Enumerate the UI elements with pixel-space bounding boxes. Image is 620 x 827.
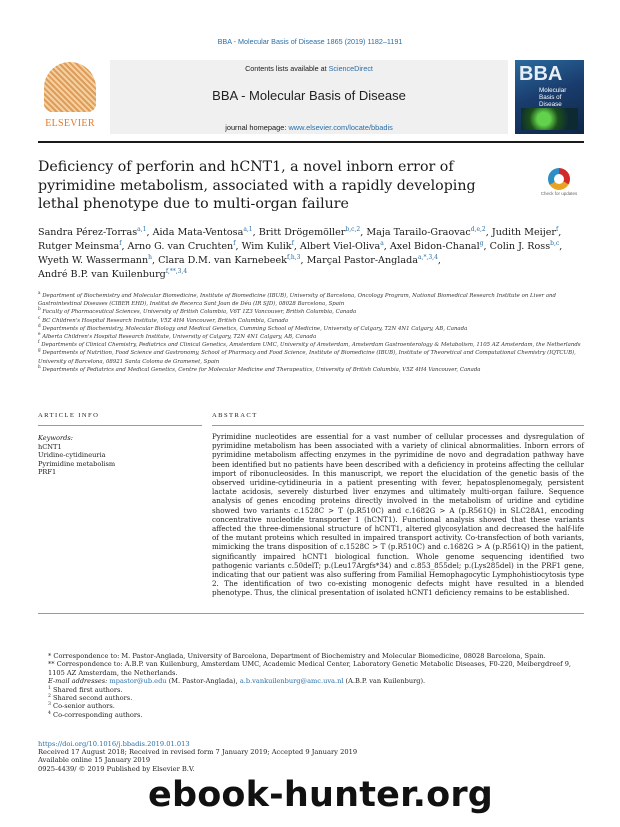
author-name[interactable] <box>38 227 146 238</box>
author-name-text: Maja Tarailo-Graovac <box>366 227 471 238</box>
author-name-text: Sandra Pérez-Torras <box>38 227 138 238</box>
author-affiliation-marker[interactable]: f <box>233 239 236 247</box>
article-title: Deficiency of perforin and hCNT1, a novel inborn error of pyrimidine metabolism, associated with a rapidly developing lethal phenotype due to multi-organ failure <box>38 159 476 212</box>
affiliation-text: Faculty of Pharmaceutical Sciences, University of British Columbia, V6T 1Z3 Vancouver, British Columbia, Canada <box>42 309 357 316</box>
affiliation-marker: a <box>38 290 41 296</box>
author-name-text: Wim Kulik <box>241 241 292 252</box>
available-online: Available online 15 January 2019 <box>38 756 151 765</box>
crossmark-icon <box>548 168 570 190</box>
keywords-label: Keywords: <box>38 434 73 442</box>
author-name-text: Axel Bidon-Chanal <box>389 241 480 252</box>
affiliation-marker: c <box>38 314 41 320</box>
received-dates: Received 17 August 2018; Received in revised form 7 January 2019; Accepted 9 January 2019 <box>38 748 358 757</box>
affiliation-item <box>38 308 584 316</box>
crossmark-button[interactable] <box>538 168 580 204</box>
affiliation-text: BC Children's Hospital Research Institute, V5Z 4H4 Vancouver, British Columbia, Canada <box>42 317 289 324</box>
affiliation-text: Alberta Children's Hospital Research Institute, University of Calgary, T2N 4N1 Calgary, AB, Canada <box>42 334 317 341</box>
elsevier-tree-icon <box>44 62 96 112</box>
correspondence-note-2: ** Correspondence to: A.B.P. van Kuilenburg, Amsterdam UMC, Academic Medical Center, Laboratory Genetic Metabolic Diseases, F0-220, Meibergdreef 9, 1105 AZ Amsterdam, the Netherlands. <box>48 660 571 677</box>
affiliation-text: Department of Biochemistry and Molecular Biomedicine, Institute of Biomedicine (IBUB), University of Barcelona, Oncology Program, National Biomedical Research Institute on Liver and Gastrointestinal Diseases (CIBER EHD), Institut de Recerca Sant Joan de Déu (IR SJD), 08028 Barcelona, Spain <box>38 293 556 308</box>
cover-subtitle: Molecular Basis of Disease <box>539 87 567 109</box>
author-list: Sandra Pérez-Torras$^{a,1}$, Aida Mata-Ventosa$^{a,1}$, Britt Drögemöller$^{b,c,2}$, Maja Tarailo-Graovac$^{d,e,2}$, Judith Meijer$^f$, Rutger Meinsma$^f$, Arno G. van Cruchten$^f$, Wim Kulik$^f$, Albert Viel-Oliva$^a$, Axel Bidon-Chanal$^g$, Colin J. Ross$^{b,c}$, Wyeth W. Wassermann$^h$, Clara D.M. van Karnebeek$^{f,h,3}$, Marçal Pastor-Anglada$^{a,*,3,4}$, André B.P. van Kuilenburg$^{f,**,3,4}$ <box>38 225 563 280</box>
homepage-prefix: journal homepage: <box>225 123 289 132</box>
author-name[interactable] <box>153 227 253 238</box>
author-name[interactable] <box>38 269 187 280</box>
author-name-text: André B.P. van Kuilenburg <box>38 269 166 280</box>
affiliation-text: Departments of Biochemistry, Molecular Biology and Medical Genetics, Cumming School of Medicine, University of Calgary, T2N 4N1 Calgary, AB, Canada <box>42 325 468 332</box>
author-note-marker: 3 <box>48 702 51 708</box>
crossmark-label: Check for updates <box>540 191 578 196</box>
author-affiliation-marker[interactable]: f <box>119 239 122 247</box>
author-name-text: Judith Meijer <box>491 227 556 238</box>
author-affiliation-marker[interactable]: a <box>380 239 384 247</box>
affiliation-item <box>38 366 584 374</box>
affiliation-text: Departments of Clinical Chemistry, Pediatrics and Clinical Genetics, Amsterdam UMC, University of Amsterdam, Amsterdam Gastroenterology & Metabolism, 1105 AZ Amsterdam, the Netherlands <box>41 342 581 349</box>
author-affiliation-marker[interactable]: a,*,3,4 <box>417 253 438 261</box>
abstract-rule <box>212 425 584 426</box>
email-label: E-mail addresses: <box>48 677 110 686</box>
affiliation-item <box>38 333 584 341</box>
author-note <box>38 702 584 710</box>
author-name[interactable] <box>307 255 438 266</box>
affiliation-marker: e <box>38 331 41 337</box>
author-affiliation-marker[interactable]: g <box>479 239 484 247</box>
author-note <box>38 711 584 719</box>
author-name[interactable] <box>242 241 294 252</box>
author-name[interactable] <box>158 255 300 266</box>
email-link-pastor[interactable]: mpastor@ub.edu <box>109 677 167 686</box>
footnote-divider <box>38 613 584 614</box>
email-owner-kuilenburg: (A.B.P. van Kuilenburg). <box>343 677 426 686</box>
affiliation-item <box>38 341 584 349</box>
cover-bba-text: BBA <box>519 63 563 85</box>
author-note-text: Co-corresponding authors. <box>50 710 143 719</box>
affiliation-marker: f <box>38 339 40 345</box>
author-name-text: Marçal Pastor-Anglada <box>306 255 418 266</box>
cover-image <box>521 108 578 130</box>
author-name-text: Wyeth W. Wassermann <box>38 255 149 266</box>
journal-homepage <box>110 123 508 132</box>
author-note-marker: 4 <box>48 710 51 716</box>
keyword-item: PRF1 <box>38 468 57 476</box>
author-name-text: Arno G. van Cruchten <box>127 241 234 252</box>
doi-link[interactable]: https://doi.org/10.1016/j.bbadis.2019.01.013 <box>38 740 190 748</box>
author-affiliation-marker[interactable]: h <box>148 253 153 261</box>
elsevier-wordmark: ELSEVIER <box>45 118 95 129</box>
affiliation-item <box>38 314 584 325</box>
affiliation-item <box>38 349 584 365</box>
author-affiliation-marker[interactable]: f <box>291 239 294 247</box>
author-affiliation-marker[interactable]: a,1 <box>243 225 253 233</box>
affiliation-text: Departments of Pediatrics and Medical Genetics, Centre for Molecular Medicine and Therapeutics, University of British Columbia, V5Z 4H4 Vancouver, Canada <box>42 366 481 373</box>
author-affiliation-marker[interactable]: d,e,2 <box>470 225 486 233</box>
author-name-text: Rutger Meinsma <box>38 241 120 252</box>
author-affiliation-marker[interactable]: b,c,2 <box>345 225 361 233</box>
author-name[interactable] <box>390 241 484 252</box>
author-name-text: Colin J. Ross <box>489 241 551 252</box>
elsevier-logo <box>38 60 102 134</box>
journal-cover[interactable] <box>515 60 584 134</box>
abstract-text: Pyrimidine nucleotides are essential for a vast number of cellular processes and dysregulation of pyrimidine metabolism has been associated with a variety of clinical abnormalities. Inborn errors of pyrimidine metabolism affecting enzymes in the pyrimidine de novo and degradation pathway have been identified but no patients have been described with a deficiency in proteins affecting the cellular import of ribonucleosides. In this manuscript, we report the elucidation of the genetic basis of the observed uridine-cytidineuria in a patient presenting with fever, hepatosplenomegaly, persistent lactate acidosis, severely disturbed liver enzymes and ultimately multi-organ failure. Sequence analysis of genes encoding proteins directly involved in the metabolism of uridine and cytidine showed two variants c.1528C > T (p.R510C) and c.1682G > A (p.R561Q) in SLC28A1, encoding concentrative nucleotide transporter 1 (hCNT1). Functional analysis showed that these variants affected the three-dimensional structure of hCNT1, altered glycosylation and decreased the half-life of the mutant proteins which resulted in impaired transport activity. Co-transfection of both variants, mimicking the trans disposition of c.1528C > T (p.R510C) and c.1682G > A (p.R561Q) in the patient, significantly impaired hCNT1 biological function. Whole genome sequencing identified two pathogenic variants c.50delT; p.(Leu17Argfs*34) and c.853_855del; p.(Lys285del) in the PRF1 gene, indicating that our patient was also suffering from Familial Hemophagocytic Lymphohistiocytosis type 2. The identification of two co-existing monogenic defects might have resulted in a blended phenotype. Thus, the clinical presentation of isolated hCNT1 deficiency remains to be established. <box>212 432 584 598</box>
author-name[interactable] <box>490 241 560 252</box>
watermark: ebook-hunter.org <box>148 775 494 815</box>
author-name-text: Britt Drögemöller <box>258 227 346 238</box>
author-note-marker: 2 <box>48 693 51 699</box>
keywords-block <box>38 434 202 477</box>
author-name[interactable] <box>300 241 384 252</box>
affiliation-marker: h <box>38 364 41 370</box>
journal-reference[interactable]: BBA - Molecular Basis of Disease 1865 (2019) 1182–1191 <box>217 37 403 46</box>
author-note <box>38 694 584 702</box>
masthead-divider <box>38 141 584 143</box>
keyword-item: hCNT1 <box>38 442 62 451</box>
affiliation-text: Departments of Nutrition, Food Science and Gastronomy, School of Pharmacy and Food Science, Institute of Biomedicine (IBUB), Institute of Theoretical and Computational Chemistry (IQTCUB), University of Barcelona, 08921 Santa Coloma de Gramenet, Spain <box>38 350 576 365</box>
author-affiliation-marker[interactable]: f,**,3,4 <box>165 267 188 275</box>
author-name[interactable] <box>366 227 485 238</box>
author-note-marker: 1 <box>48 685 51 691</box>
author-name[interactable] <box>128 241 236 252</box>
article-info-rule <box>38 425 202 426</box>
contents-prefix: Contents lists available at <box>245 64 329 73</box>
affiliation-item <box>38 292 584 308</box>
affiliation-item <box>38 325 584 333</box>
sciencedirect-link[interactable]: ScienceDirect <box>328 64 373 73</box>
affiliation-marker: d <box>38 323 41 329</box>
author-name-text: Clara D.M. van Karnebeek <box>158 255 287 266</box>
affiliation-list <box>38 292 584 374</box>
author-note-text: Shared second authors. <box>50 694 133 703</box>
author-note-text: Co-senior authors. <box>50 702 115 711</box>
author-affiliation-marker[interactable]: a,1 <box>137 225 147 233</box>
correspondence-note-1: * Correspondence to: M. Pastor-Anglada, University of Barcelona, Department of Biochemistry and Molecular Biomedicine, 08028 Barcelona, Spain. <box>48 652 546 660</box>
email-owner-pastor: (M. Pastor-Anglada), <box>166 677 240 686</box>
abstract-heading: ABSTRACT <box>212 412 258 419</box>
author-name[interactable] <box>38 241 121 252</box>
author-name-text: Aida Mata-Ventosa <box>152 227 244 238</box>
footnotes <box>38 652 584 719</box>
author-note <box>38 686 584 694</box>
email-link-kuilenburg[interactable]: a.b.vankuilenburg@amc.uva.nl <box>239 677 344 686</box>
publication-info <box>38 740 438 773</box>
keyword-item: Pyrimidine metabolism <box>38 459 116 468</box>
author-note-text: Shared first authors. <box>50 685 123 694</box>
keyword-item: Uridine-cytidineuria <box>38 451 106 459</box>
copyright-line: 0925-4439/ © 2019 Published by Elsevier B.V. <box>38 764 195 773</box>
journal-title: BBA - Molecular Basis of Disease <box>212 88 406 103</box>
affiliation-marker: g <box>38 347 41 353</box>
contents-line <box>110 64 508 73</box>
affiliation-marker: b <box>38 306 41 312</box>
homepage-link[interactable]: www.elsevier.com/locate/bbadis <box>288 123 393 132</box>
author-name[interactable] <box>38 255 152 266</box>
article-info-heading: ARTICLE INFO <box>38 412 100 419</box>
author-affiliation-marker[interactable]: f,h,3 <box>286 253 301 261</box>
author-affiliation-marker[interactable]: b,c <box>550 239 560 247</box>
email-line <box>38 677 584 685</box>
author-affiliation-marker[interactable]: f <box>555 225 559 233</box>
author-name-text: Albert Viel-Oliva <box>299 241 381 252</box>
author-name[interactable] <box>259 227 360 238</box>
author-name[interactable] <box>492 227 558 238</box>
